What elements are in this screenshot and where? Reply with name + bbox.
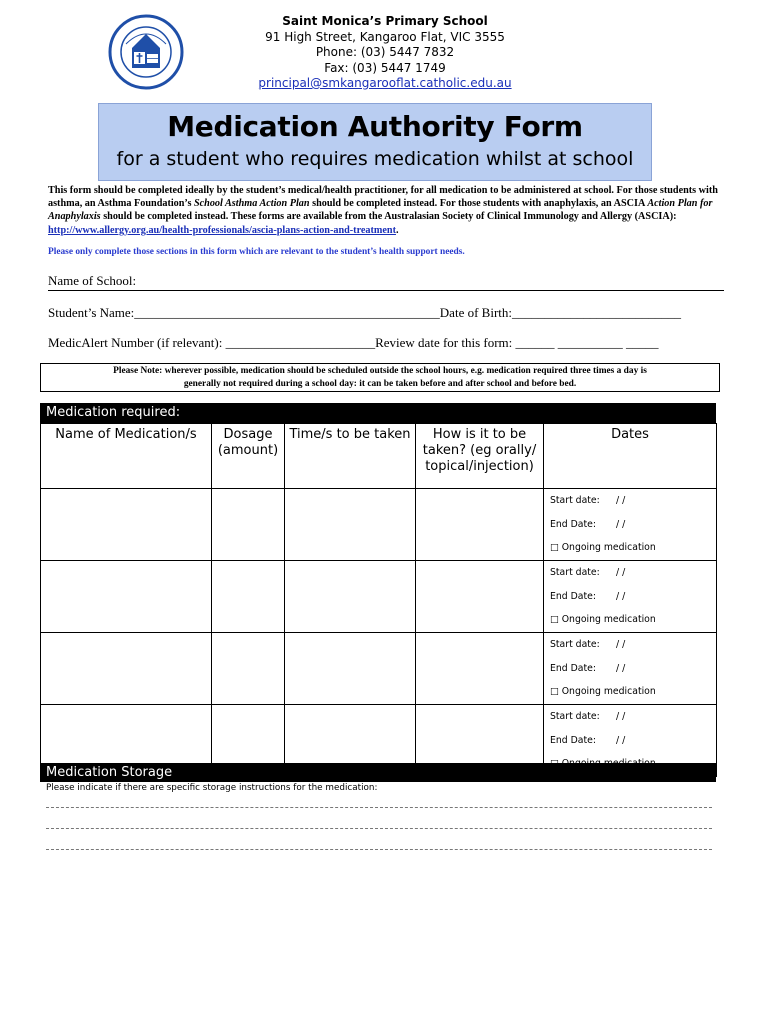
times-cell[interactable] <box>285 489 416 561</box>
start-date-label: Start date: <box>550 639 600 650</box>
start-date-label: Start date: <box>550 711 600 722</box>
col-dates-header: Dates <box>544 424 717 489</box>
school-crest-logo <box>108 14 184 90</box>
dates-cell <box>544 633 717 705</box>
start-date-label: Start date: <box>550 495 600 506</box>
school-fax: Fax: (03) 5447 1749 <box>324 60 446 75</box>
please-note-line-2: generally not required during a school day: it can be taken before and after school and before bed. <box>183 378 577 389</box>
medication-name-cell[interactable] <box>41 489 212 561</box>
how-taken-cell[interactable] <box>416 561 544 633</box>
end-date-field[interactable]: / / <box>616 734 626 746</box>
end-date-label: End Date: <box>550 590 596 602</box>
col-name-header: Name of Medication/s <box>41 424 212 489</box>
please-note-line-1: Please Note: wherever possible, medication should be scheduled outside the school hours, e.g. medication required three times a day is <box>113 366 647 376</box>
start-date-field[interactable]: / / <box>616 495 626 506</box>
dosage-cell[interactable] <box>212 489 285 561</box>
intro-text-1: This form should be completed ideally by the student’s medical/health practitioner, for all medication to be administered at school. For those students with asthma, an Asthma Foundation’s <box>48 185 718 210</box>
medication-name-cell[interactable] <box>41 633 212 705</box>
end-date-label: End Date: <box>550 734 596 746</box>
col-times-header: Time/s to be taken <box>285 424 416 489</box>
title-box <box>98 103 652 181</box>
school-name: Saint Monica’s Primary School <box>282 14 488 28</box>
table-row <box>41 633 717 705</box>
times-cell[interactable] <box>285 633 416 705</box>
medication-table-header <box>41 424 717 489</box>
medication-storage-header: Medication Storage <box>40 763 716 782</box>
dosage-cell[interactable] <box>212 633 285 705</box>
ongoing-medication-checkbox[interactable]: □ Ongoing medication <box>550 614 656 625</box>
dates-cell <box>544 489 717 561</box>
medication-name-cell[interactable] <box>41 561 212 633</box>
storage-instruction: Please indicate if there are specific storage instructions for the medication: <box>46 783 378 793</box>
end-date-field[interactable]: / / <box>616 590 626 602</box>
school-name-field[interactable]: Name of School: <box>48 273 724 291</box>
storage-line[interactable] <box>46 806 712 808</box>
start-date-field[interactable]: / / <box>616 567 626 578</box>
intro-paragraph <box>48 184 718 237</box>
intro-italic-asthma-plan: School Asthma Action Plan <box>193 198 310 210</box>
intro-text-4: . <box>395 224 399 236</box>
relevant-sections-note: Please only complete those sections in this form which are relevant to the student’s health support needs. <box>48 247 465 257</box>
storage-line[interactable] <box>46 848 712 850</box>
start-date-field[interactable]: / / <box>616 711 626 722</box>
ascia-link[interactable]: http://www.allergy.org.au/health-professionals/ascia-plans-action-and-treatment <box>48 224 396 236</box>
end-date-field[interactable]: / / <box>616 662 626 674</box>
school-email-link[interactable]: principal@smkangarooflat.catholic.edu.au <box>258 76 512 90</box>
how-taken-cell[interactable] <box>416 633 544 705</box>
how-taken-cell[interactable] <box>416 489 544 561</box>
table-row <box>41 489 717 561</box>
medicalert-review-field[interactable]: MedicAlert Number (if relevant): _______________________Review date for this form: ______ __________ _____ <box>48 335 659 350</box>
please-note-box <box>40 363 720 392</box>
student-name-dob-field[interactable]: Student’s Name:_______________________________________________Date of Birth:__________________________ <box>48 305 682 320</box>
medication-required-header: Medication required: <box>40 403 716 423</box>
intro-text-3: should be completed instead. These forms are available from the Australasian Society of Clinical Immunology and Allergy (ASCIA): <box>100 211 677 223</box>
form-title: Medication Authority Form <box>167 110 583 143</box>
end-date-label: End Date: <box>550 662 596 674</box>
medication-table <box>40 423 717 777</box>
ongoing-medication-checkbox[interactable]: □ Ongoing medication <box>550 686 656 697</box>
dates-cell <box>544 561 717 633</box>
medication-section <box>40 403 716 781</box>
times-cell[interactable] <box>285 561 416 633</box>
end-date-field[interactable]: / / <box>616 518 626 530</box>
dosage-cell[interactable] <box>212 561 285 633</box>
col-how-header: How is it to be taken? (eg orally/ topical/injection) <box>416 424 544 489</box>
ongoing-medication-checkbox[interactable]: □ Ongoing medication <box>550 542 656 553</box>
col-dosage-header: Dosage (amount) <box>212 424 285 489</box>
school-phone: Phone: (03) 5447 7832 <box>315 45 455 59</box>
start-date-field[interactable]: / / <box>616 639 626 650</box>
intro-italic-anaphylaxis-plan: Action Plan for Anaphylaxis <box>48 198 713 223</box>
end-date-label: End Date: <box>550 518 596 530</box>
form-subtitle: for a student who requires medication whilst at school <box>116 148 634 170</box>
school-header <box>230 14 540 92</box>
school-address: 91 High Street, Kangaroo Flat, VIC 3555 <box>265 29 505 44</box>
table-row <box>41 561 717 633</box>
intro-text-2: should be completed instead. For those students with anaphylaxis, an ASCIA <box>309 198 648 210</box>
start-date-label: Start date: <box>550 567 600 578</box>
storage-line[interactable] <box>46 827 712 829</box>
